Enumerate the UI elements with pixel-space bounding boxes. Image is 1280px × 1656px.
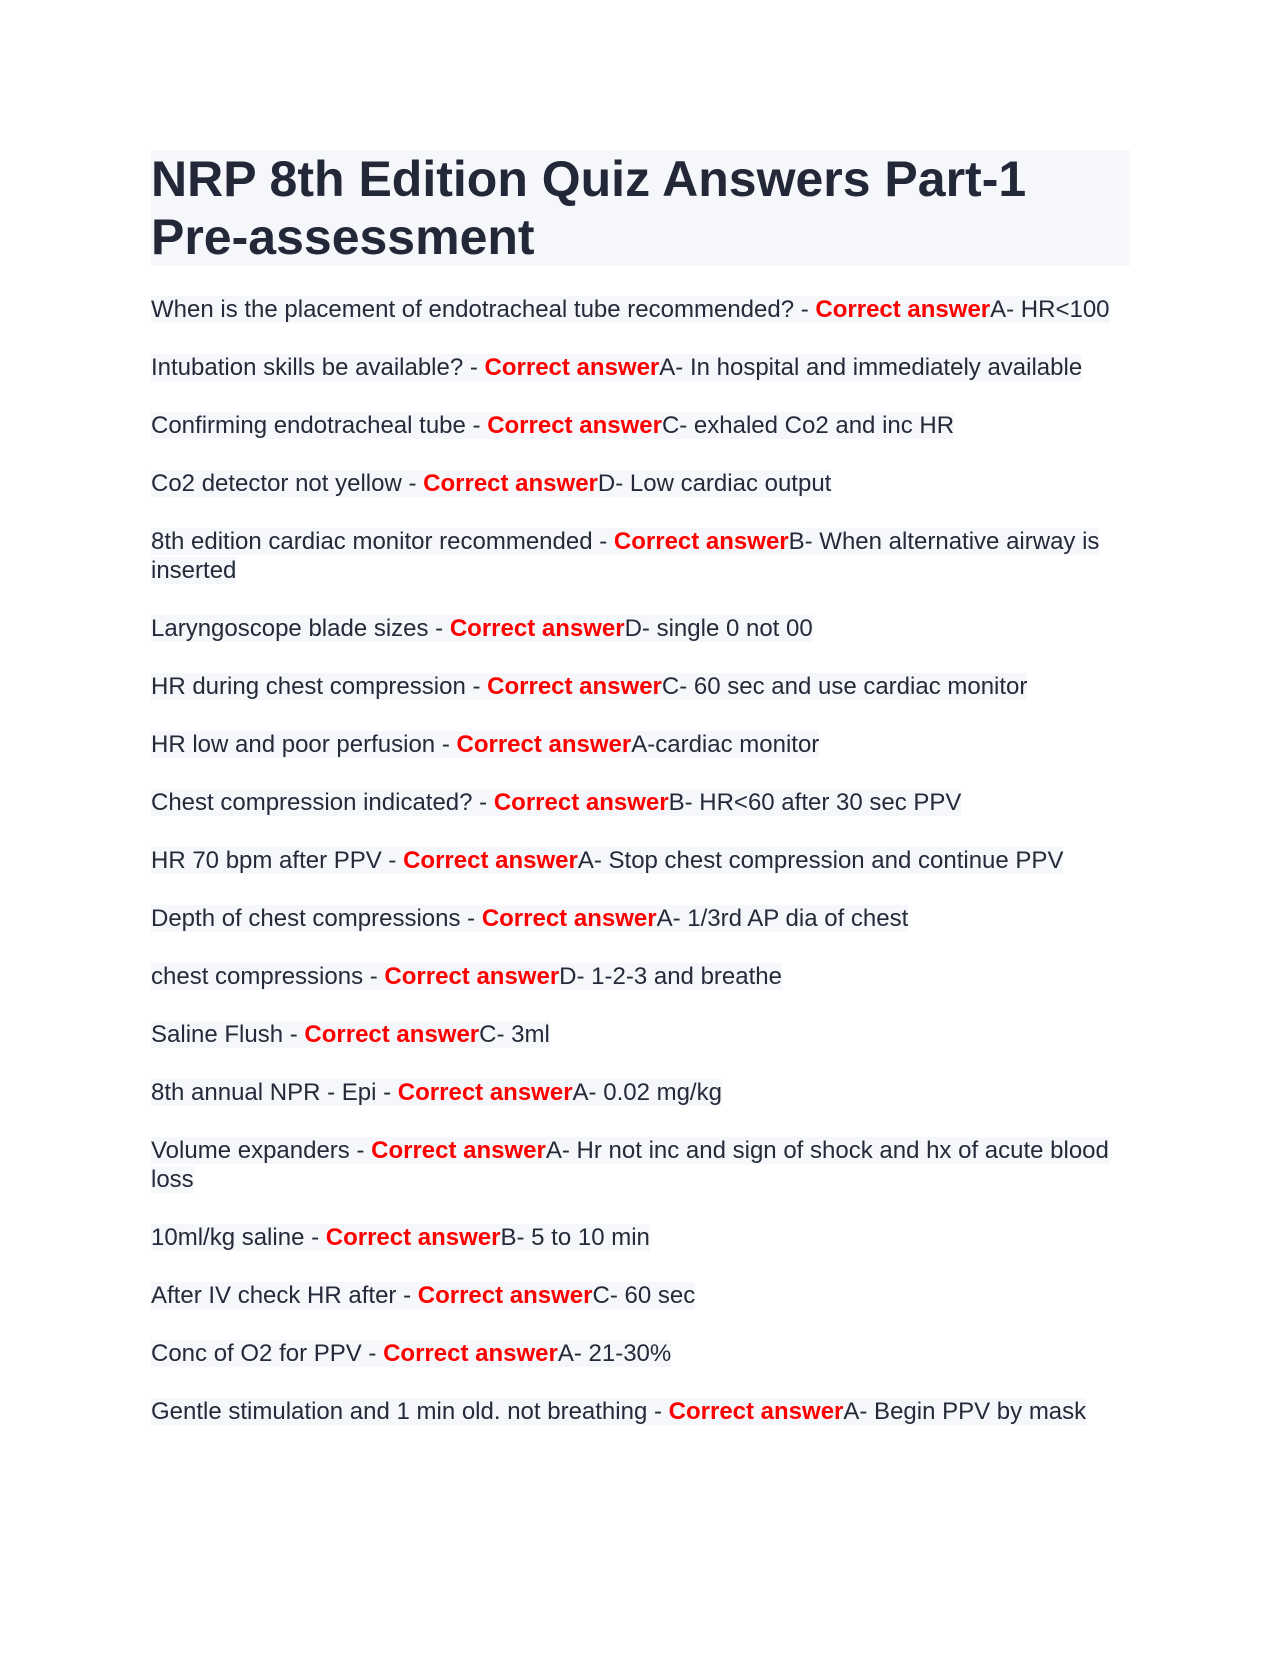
correct-answer-label: Correct answer <box>304 1021 480 1048</box>
correct-answer-label: Correct answer <box>423 470 598 497</box>
qa-item <box>151 962 1131 991</box>
qa-item <box>151 904 1131 933</box>
question-text: 10ml/kg saline - <box>151 1224 326 1251</box>
question-text: When is the placement of endotracheal tube recommended? - <box>151 296 816 323</box>
answer-text: B- When alternative airway is inserted <box>151 528 1100 584</box>
question-text: Gentle stimulation and 1 min old. not breathing - <box>151 1398 669 1425</box>
qa-item <box>151 1020 1131 1049</box>
correct-answer-label: Correct answer <box>481 905 657 932</box>
answer-text: C- 60 sec <box>592 1282 696 1309</box>
correct-answer-label: Correct answer <box>384 963 560 990</box>
correct-answer-label: Correct answer <box>815 296 991 323</box>
answer-text: D- 1-2-3 and breathe <box>559 963 782 990</box>
question-text: Chest compression indicated? - <box>151 789 494 816</box>
qa-item <box>151 527 1131 585</box>
qa-item <box>151 1339 1131 1368</box>
correct-answer-label: Correct answer <box>487 673 662 700</box>
correct-answer-label: Correct answer <box>484 354 660 381</box>
correct-answer-label: Correct answer <box>403 847 578 874</box>
question-text: Confirming endotracheal tube - <box>151 412 488 439</box>
question-text: 8th annual NPR - Epi - <box>151 1079 398 1106</box>
question-text: Laryngoscope blade sizes - <box>151 615 450 642</box>
qa-item <box>151 614 1131 643</box>
answer-text: A- 1/3rd AP dia of chest <box>656 905 909 932</box>
correct-answer-label: Correct answer <box>493 789 669 816</box>
qa-item <box>151 672 1131 701</box>
answer-text: C- exhaled Co2 and inc HR <box>661 412 955 439</box>
qa-item <box>151 1078 1131 1107</box>
correct-answer-label: Correct answer <box>449 615 625 642</box>
answer-text: A- In hospital and immediately available <box>659 354 1083 381</box>
correct-answer-label: Correct answer <box>668 1398 844 1425</box>
question-text: Volume expanders - <box>151 1137 372 1164</box>
correct-answer-label: Correct answer <box>371 1137 546 1164</box>
qa-item <box>151 469 1131 498</box>
answer-text: A- Hr not inc and sign of shock and hx of acute blood loss <box>151 1137 1109 1193</box>
qa-item <box>151 1136 1131 1194</box>
answer-text: A-cardiac monitor <box>631 731 820 758</box>
qa-list <box>151 295 1131 1426</box>
qa-item <box>151 1397 1131 1426</box>
question-text: Co2 detector not yellow - <box>151 470 424 497</box>
answer-text: A- HR<100 <box>990 296 1110 323</box>
answer-text: B- 5 to 10 min <box>500 1224 650 1251</box>
correct-answer-label: Correct answer <box>325 1224 501 1251</box>
qa-item <box>151 411 1131 440</box>
answer-text: C- 60 sec and use cardiac monitor <box>661 673 1028 700</box>
correct-answer-label: Correct answer <box>487 412 662 439</box>
answer-text: A- Stop chest compression and continue PPV <box>577 847 1064 874</box>
qa-item <box>151 846 1131 875</box>
qa-item <box>151 730 1131 759</box>
question-text: HR low and poor perfusion - <box>151 731 457 758</box>
answer-text: A- 0.02 mg/kg <box>572 1079 722 1106</box>
qa-item <box>151 353 1131 382</box>
document-title: NRP 8th Edition Quiz Answers Part-1 Pre-assessment <box>151 150 1130 266</box>
correct-answer-label: Correct answer <box>397 1079 573 1106</box>
answer-text: C- 3ml <box>479 1021 550 1048</box>
answer-text: B- HR<60 after 30 sec PPV <box>668 789 962 816</box>
document-page <box>151 150 1131 1426</box>
question-text: Intubation skills be available? - <box>151 354 485 381</box>
question-text: After IV check HR after - <box>151 1282 418 1309</box>
correct-answer-label: Correct answer <box>456 731 632 758</box>
question-text: HR during chest compression - <box>151 673 488 700</box>
question-text: chest compressions - <box>151 963 385 990</box>
answer-text: D- Low cardiac output <box>597 470 832 497</box>
correct-answer-label: Correct answer <box>383 1340 558 1367</box>
answer-text: D- single 0 not 00 <box>624 615 813 642</box>
qa-item <box>151 1223 1131 1252</box>
qa-item <box>151 1281 1131 1310</box>
correct-answer-label: Correct answer <box>417 1282 593 1309</box>
question-text: Depth of chest compressions - <box>151 905 482 932</box>
answer-text: A- Begin PPV by mask <box>843 1398 1087 1425</box>
qa-item <box>151 295 1131 324</box>
qa-item <box>151 788 1131 817</box>
question-text: Saline Flush - <box>151 1021 305 1048</box>
answer-text: A- 21-30% <box>557 1340 672 1367</box>
question-text: Conc of O2 for PPV - <box>151 1340 384 1367</box>
correct-answer-label: Correct answer <box>613 528 789 555</box>
question-text: 8th edition cardiac monitor recommended - <box>151 528 614 555</box>
question-text: HR 70 bpm after PPV - <box>151 847 404 874</box>
